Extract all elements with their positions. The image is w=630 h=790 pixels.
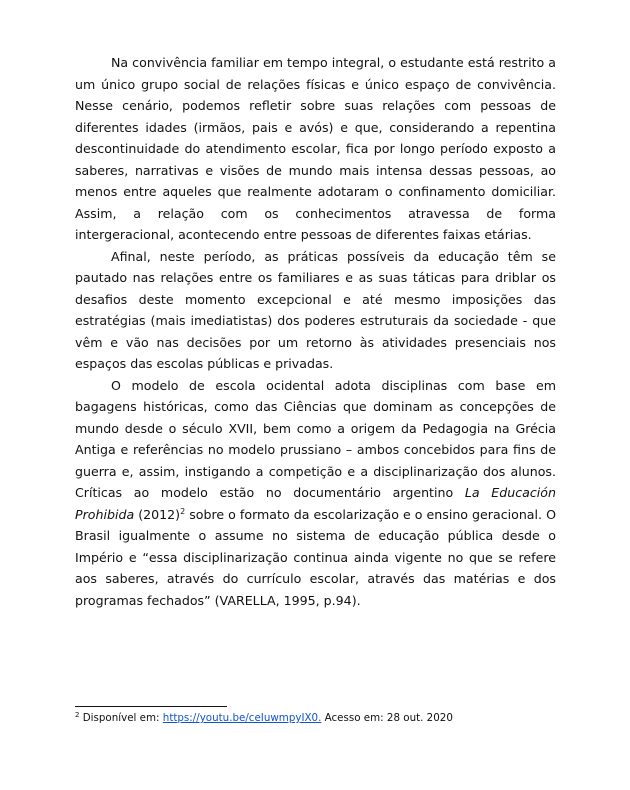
footnote-prefix: Disponível em: (79, 712, 163, 724)
footnote (75, 711, 565, 725)
body-text (75, 52, 556, 611)
footnote-separator (75, 706, 227, 707)
paragraph-3-text-before: O modelo de escola ocidental adota disciplinas com base em bagagens históricas, como das Ciências que dominam as concepções de mundo desde o século XVII, bem como a origem da Pedagogia na Grécia Antiga e referências no modelo prussiano – ambos concebidos para fins de guerra e, assim, instigando a competição e a disciplinarização dos alunos. Críticas ao modelo estão no documentário argentino (75, 377, 556, 500)
paragraph-1: Na convivência familiar em tempo integral, o estudante está restrito a um único grupo social de relações físicas e único espaço de convivência. Nesse cenário, podemos refletir sobre suas relações com pessoas de diferentes idades (irmãos, pais e avós) e que, considerando a repentina descontinuidade do atendimento escolar, fica por longo período exposto a saberes, narrativas e visões de mundo mais intensa dessas pessoas, ao menos entre aqueles que realmente adotaram o confinamento domiciliar. Assim, a relação com os conhecimentos atravessa de forma intergeracional, acontecendo entre pessoas de diferentes faixas etárias. (75, 55, 556, 242)
paragraph-2: Afinal, neste período, as práticas possíveis da educação têm se pautado nas relações entre os familiares e as suas táticas para driblar os desafios deste momento excepcional e até mesmo imposições das estratégias (mais imediatistas) dos poderes estruturais da sociedade - que vêm e vão nas decisões por um retorno às atividades presenciais nos espaços das escolas públicas e privadas. (75, 248, 556, 371)
documentary-title: La Educación Prohibida (75, 485, 556, 522)
footnote-suffix: Acesso em: 28 out. 2020 (321, 712, 453, 724)
paragraph-3 (75, 375, 556, 612)
paragraph-3-year: (2012) (134, 506, 181, 522)
footnote-reference[interactable]: 2 (180, 506, 186, 516)
paragraph-3-text-after: sobre o formato da escolarização e o ensino geracional. O Brasil igualmente o assume no sistema de educação pública desde o Império e “essa disciplinarização continua ainda vigente no que se refere aos saberes, através do currículo escolar, através das matérias e dos programas fechados” (VARELLA, 1995, p.94). (75, 506, 556, 608)
footnote-number: 2 (75, 711, 80, 719)
footnote-link[interactable]: https://youtu.be/ceIuwmpyIX0. (162, 712, 322, 724)
